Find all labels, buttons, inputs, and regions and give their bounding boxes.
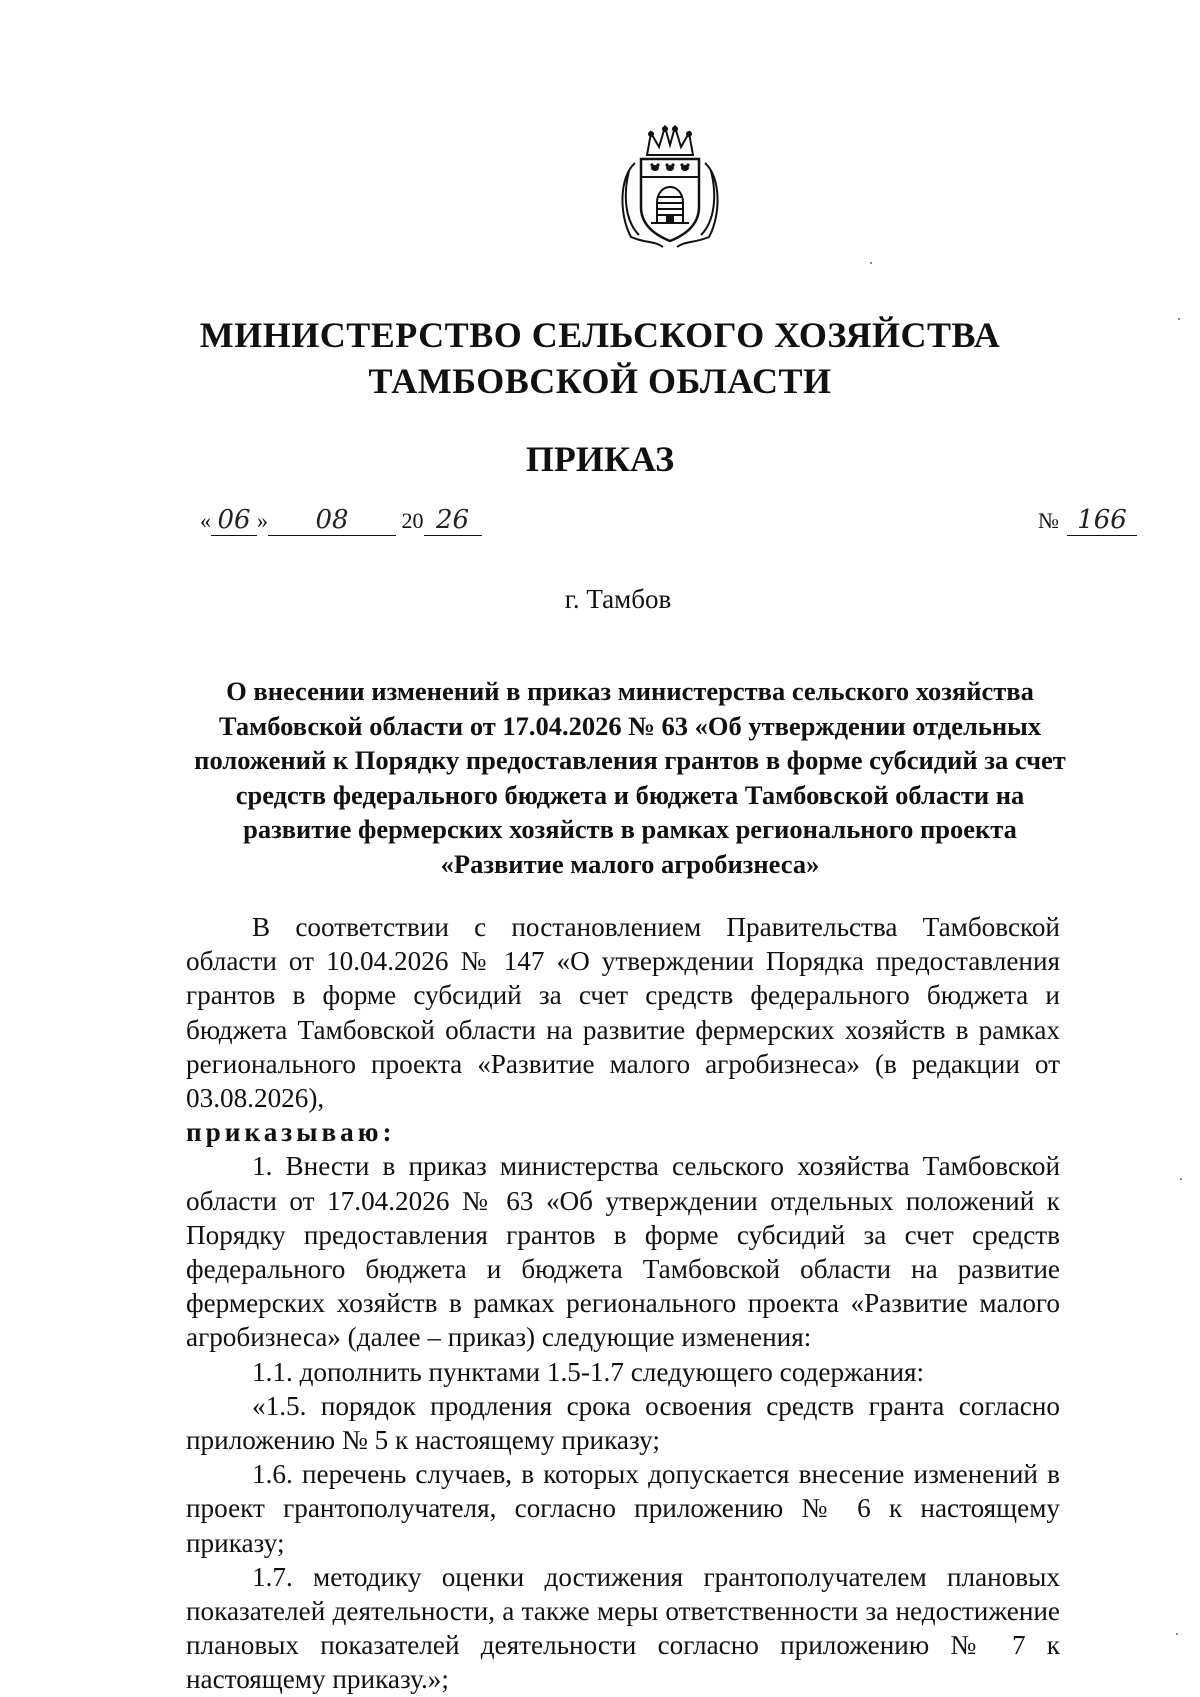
- order-number: [1038, 505, 1137, 536]
- document-body: [186, 910, 1060, 1697]
- item-1: 1. Внести в приказ министерства сельского хозяйства Тамбовской области от 17.04.2026 № 63 «Об утверждении отдельных положений к Порядку предоставления грантов в форме субсидий за счет средств федерального бюджета и бюджета Тамбовской области на развитие фермерских хозяйств в рамках регионального проекта «Развитие малого агробизнеса» (далее – приказ) следующие изменения:: [186, 1151, 1060, 1353]
- ministry-line-1: МИНИСТЕРСТВО СЕЛЬСКОГО ХОЗЯЙСТВА: [199, 315, 1001, 355]
- order-word-paragraph: [186, 1115, 1060, 1149]
- order-date: [200, 505, 482, 536]
- document-type: ПРИКАЗ: [525, 439, 675, 479]
- city: г. Тамбов: [564, 584, 672, 614]
- ministry-line-2: ТАМБОВСКОЙ ОБЛАСТИ: [368, 361, 832, 401]
- scan-speck: [1176, 1633, 1178, 1635]
- ministry-name: [0, 312, 1200, 404]
- date-day: 06: [211, 505, 257, 536]
- document-title: О внесении изменений в приказ министерства сельского хозяйства Тамбовской области от 17.04.2026 № 63 «Об утверждении отдельных положений к Порядку предоставления грантов в форме субсидий за счет средств федерального бюджета и бюджета Тамбовской области на развитие фермерских хозяйств в рамках регионального проекта «Развитие малого агробизнеса»: [194, 676, 1066, 879]
- date-year-prefix: 20: [401, 508, 424, 533]
- order-word: приказываю:: [186, 1117, 396, 1148]
- preamble-text: В соответствии с постановлением Правительства Тамбовской области от 10.04.2026 № 147 «О утверждении Порядка предоставления грантов в форме субсидий за счет средств федерального бюджета и бюджета Тамбовской области на развитие фермерских хозяйств в рамках регионального проекта «Развитие малого агробизнеса» (в редакции от 03.08.2026),: [186, 912, 1060, 1114]
- scan-speck: [870, 262, 872, 264]
- item-1-5: «1.5. порядок продления срока освоения средств гранта согласно приложению № 5 к настоящему приказу;: [186, 1390, 1060, 1456]
- preamble-paragraph: [186, 910, 1060, 1115]
- scan-speck: [1178, 318, 1180, 320]
- date-year-suffix: 26: [424, 505, 482, 536]
- coat-of-arms-icon: [605, 125, 735, 250]
- item-1-1: 1.1. дополнить пунктами 1.5-1.7 следующего содержания:: [252, 1356, 925, 1387]
- date-month: 08: [268, 505, 396, 536]
- number-value: 166: [1067, 505, 1137, 536]
- date-open-quote: «: [200, 508, 211, 533]
- scan-speck: [1180, 1178, 1182, 1180]
- item-1-7: 1.7. методику оценки достижения грантополучателем плановых показателей деятельности, а также меры ответственности за недостижение плановых показателей деятельности согласно приложению № 7 к настоящему приказу.»;: [186, 1561, 1060, 1695]
- number-symbol: №: [1038, 508, 1059, 533]
- item-1-6: 1.6. перечень случаев, в которых допускается внесение изменений в проект грантополучателя, согласно приложению № 6 к настоящему приказу;: [186, 1459, 1060, 1558]
- date-close-quote: »: [257, 508, 268, 533]
